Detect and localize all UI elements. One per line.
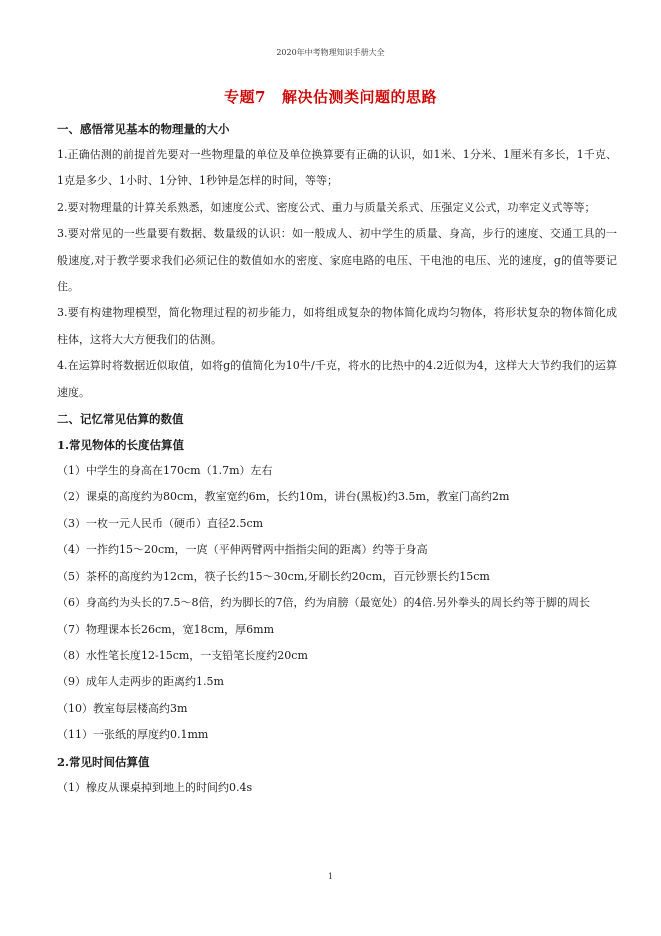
list-item: （8）水性笔长度12-15cm，一支铅笔长度约20cm xyxy=(57,648,308,662)
page-number: 1 xyxy=(327,872,334,881)
paragraph: 3.要有构建物理模型，简化物理过程的初步能力，如将组成复杂的物体简化成均匀物体，将形状复杂的物体简化成柱体，这将大大方便我们的估测。 xyxy=(57,306,617,346)
list-item: （5）茶杯的高度约为12cm，筷子长约15～30cm,牙刷长约20cm，百元钞票长约15cm xyxy=(57,569,490,583)
list-item: （6）身高约为头长的7.5～8倍，约为脚长的7倍，约为肩膀（最宽处）的4倍.另外拳头的周长约等于脚的周长 xyxy=(57,596,590,610)
subsection-heading-length: 1.常见物体的长度估算值 xyxy=(57,438,185,453)
list-item: （4）一拃约15～20cm，一庹（平伸两臂两中指指尖间的距离）约等于身高 xyxy=(57,543,428,557)
list-item: （3）一枚一元人民币（硬币）直径2.5cm xyxy=(57,516,264,530)
paragraph: 4.在运算时将数据近似取值，如将g的值简化为10牛/千克，将水的比热中的4.2近似为4，这样大大节约我们的运算速度。 xyxy=(57,359,617,399)
list-item: （11）一张纸的厚度约0.1mm xyxy=(57,728,209,742)
list-item: （2）课桌的高度约为80cm，教室宽约6m，长约10m，讲台(黑板)约3.5m，教室门高约2m xyxy=(57,490,510,504)
list-item: （10）教室每层楼高约3m xyxy=(57,701,188,715)
paragraph: 2.要对物理量的计算关系熟悉，如速度公式、密度公式、重力与质量关系式、压强定义公式，功率定义式等等； xyxy=(57,200,596,214)
section-heading-1: 一、感悟常见基本的物理量的大小 xyxy=(57,122,230,136)
section-heading-2: 二、记忆常见估算的数值 xyxy=(57,412,184,427)
list-item: （1）橡皮从课桌掉到地上的时间约0.4s xyxy=(57,780,253,794)
page-title xyxy=(0,86,661,107)
paragraph: 1.正确估测的前提首先要对一些物理量的单位及单位换算要有正确的认识，如1米、1分米、1厘米有多长，1千克、1克是多少、1小时、1分钟、1秒钟是怎样的时间，等等； xyxy=(57,148,617,188)
list-item: （1）中学生的身高在170cm（1.7m）左右 xyxy=(57,464,273,478)
list-item: （9）成年人走两步的距离约1.5m xyxy=(57,675,224,689)
page-header: 2020年中考物理知识手册大全 xyxy=(276,48,385,57)
title-topic-name: 解决估测类问题的思路 xyxy=(281,88,437,106)
title-topic-number: 专题7 xyxy=(224,88,266,106)
subsection-heading-time: 2.常见时间估算值 xyxy=(57,754,150,769)
document-body xyxy=(57,116,617,801)
list-item: （7）物理课本长26cm，宽18cm，厚6mm xyxy=(57,622,275,636)
paragraph: 3.要对常见的一些量要有数据、数量级的认识：如一般成人、初中学生的质量、身高，步行的速度、交通工具的一般速度,对于教学要求我们必须记住的数值如水的密度、家庭电路的电压、干电池的电压、光的速度，g的值等要记住。 xyxy=(57,227,617,294)
